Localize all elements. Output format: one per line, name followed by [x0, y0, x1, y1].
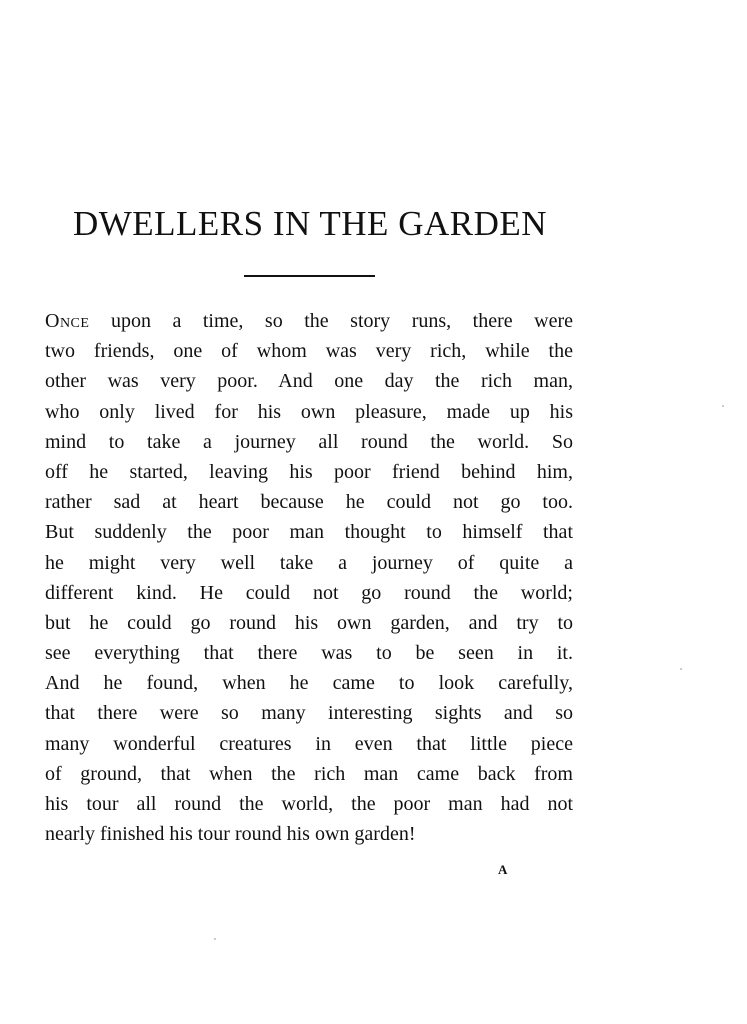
text-line-3: other was very poor. And one day the rich man,	[45, 370, 573, 393]
opening-word: Once	[45, 310, 90, 332]
text-line-2: two friends, one of whom was very rich, while the	[45, 340, 573, 363]
text-line-13: And he found, when he came to look carefully,	[45, 672, 573, 695]
text-line-10: different kind. He could not go round the world;	[45, 581, 573, 604]
paper-speck	[722, 405, 724, 407]
text-line-11: but he could go round his own garden, and try to	[45, 611, 573, 634]
text-line-17: his tour all round the world, the poor man had not	[45, 793, 573, 815]
text-line-8: But suddenly the poor man thought to himself that	[45, 521, 573, 544]
text-line-15: many wonderful creatures in even that little piece	[45, 732, 573, 755]
paper-speck	[214, 938, 216, 940]
text-line-14: that there were so many interesting sights and so	[45, 702, 573, 725]
body-paragraph	[45, 306, 573, 849]
text-line-16: of ground, that when the rich man came back from	[45, 762, 573, 785]
text-line-9: he might very well take a journey of quite a	[45, 551, 573, 574]
paper-speck	[680, 668, 682, 670]
title-divider	[244, 275, 375, 277]
text-line-1	[45, 306, 573, 336]
chapter-title: DWELLERS IN THE GARDEN	[72, 204, 548, 243]
text-line-12: see everything that there was to be seen in it.	[45, 642, 573, 665]
text-line-18: nearly finished his tour round his own garden!	[45, 823, 416, 846]
text-line-1-rest: upon a time, so the story runs, there were	[89, 310, 573, 332]
text-line-6: off he started, leaving his poor friend behind him,	[45, 460, 573, 483]
text-line-4: who only lived for his own pleasure, made up his	[45, 400, 573, 423]
signature-mark: A	[498, 862, 508, 877]
text-line-7: rather sad at heart because he could not go too.	[45, 491, 573, 514]
text-line-5: mind to take a journey all round the world. So	[45, 430, 573, 453]
